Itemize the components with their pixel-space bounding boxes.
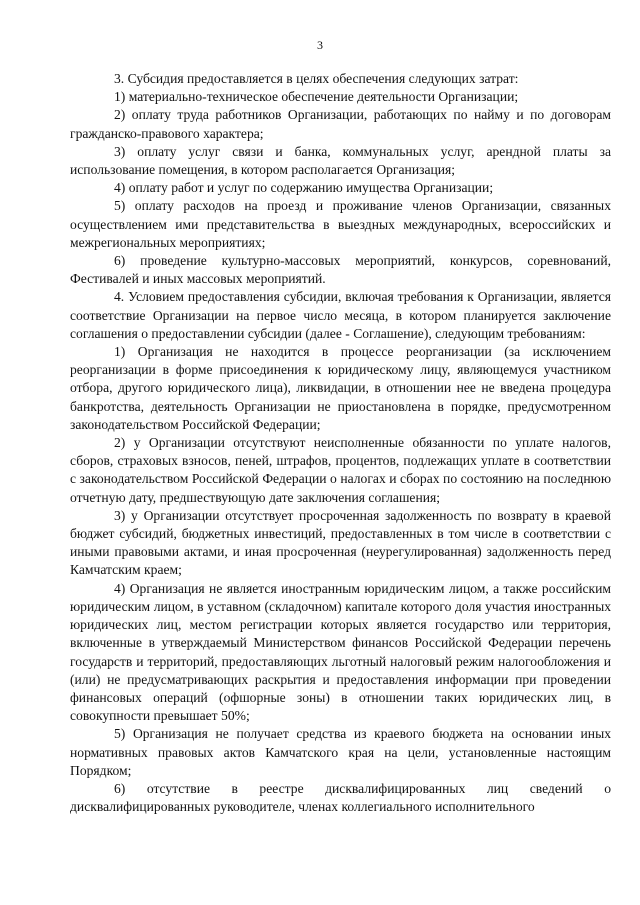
paragraph-requirement-2-taxes: 2) у Организации отсутствуют неисполненные обязанности по уплате налогов, сборов, страховых взносов, пеней, штрафов, процентов, подлежащих уплате в соответствии с законодательством Российской Федерации о налогах и сборах по состоянию на последнюю отчетную дату, предшествующую дате заключения соглашения; [70,435,611,505]
paragraph-subsidy-purpose: 3. Субсидия предоставляется в целях обеспечения следующих затрат: [114,71,519,86]
paragraph-requirement-5-budget-funds: 5) Организация не получает средства из краевого бюджета на основании иных нормативных правовых актов Камчатского края на цели, установленные настоящим Порядком; [70,726,611,778]
paragraph-item-1-material-support: 1) материально-техническое обеспечение деятельности Организации; [114,89,519,105]
document-body [70,70,611,816]
paragraph-requirement-3-debt: 3) у Организации отсутствует просроченная задолженность по возврату в краевой бюджет субсидий, бюджетных инвестиций, предоставленных в том числе в соответствии с иными правовыми актами, и иная просроченная (неурегулированная) задолженность перед Камчатским краем; [70,507,611,578]
paragraph-item-5-travel: 5) оплату расходов на проезд и проживание членов Организации, связанных осуществлением ими представительства в выездных международных, всероссийских и межрегиональных мероприятиях; [70,198,611,250]
paragraph-requirement-1-reorganization: 1) Организация не находится в процессе реорганизации (за исключением реорганизации в форме присоединения к юридическому лицу, являющемуся участником отбора, другого юридического лица), ликвидации, в отношении нее не введена процедура банкротства, деятельность Организации не приостановлена в порядке, предусмотренном законодательством Российской Федерации; [70,344,611,432]
page-number: 3 [317,38,323,52]
paragraph-item-4-property-maintenance: 4) оплату работ и услуг по содержанию имущества Организации; [114,180,494,196]
paragraph-requirement-6-disqualified: 6) отсутствие в реестре дисквалифицированных лиц сведений о дисквалифицированных руководителе, членах коллегиального исполнительного [70,780,611,815]
paragraph-item-6-events: 6) проведение культурно-массовых мероприятий, конкурсов, соревнований, Фестивалей и иных массовых мероприятий. [70,253,611,287]
paragraph-item-2-salaries: 2) оплату труда работников Организации, работающих по найму и по договорам гражданско-правового характера; [70,107,611,141]
paragraph-requirement-4-foreign-entity: 4) Организация не является иностранным юридическим лицом, а также российским юридическим лицом, в уставном (складочном) капитале которого доля участия иностранных юридических лиц, местом регистрации которых является государство или территория, включенные в утверждаемый Министерством финансов Российской Федерации перечень государств и территорий, предоставляющих льготный налоговый режим налогообложения и (или) не предусматривающих раскрытия и предоставления информации при проведении финансовых операций (офшорные зоны) в отношении таких юридических лиц, в совокупности превышает 50%; [70,580,611,724]
paragraph-item-3-services-rent: 3) оплату услуг связи и банка, коммунальных услуг, арендной платы за использование помещения, в котором располагается Организация; [70,143,611,178]
paragraph-subsidy-condition: 4. Условием предоставления субсидии, включая требования к Организации, является соответствие Организации на первое число месяца, в котором планируется заключение соглашения о предоставлении субсидии (далее - Соглашение), следующим требованиям: [70,289,611,341]
